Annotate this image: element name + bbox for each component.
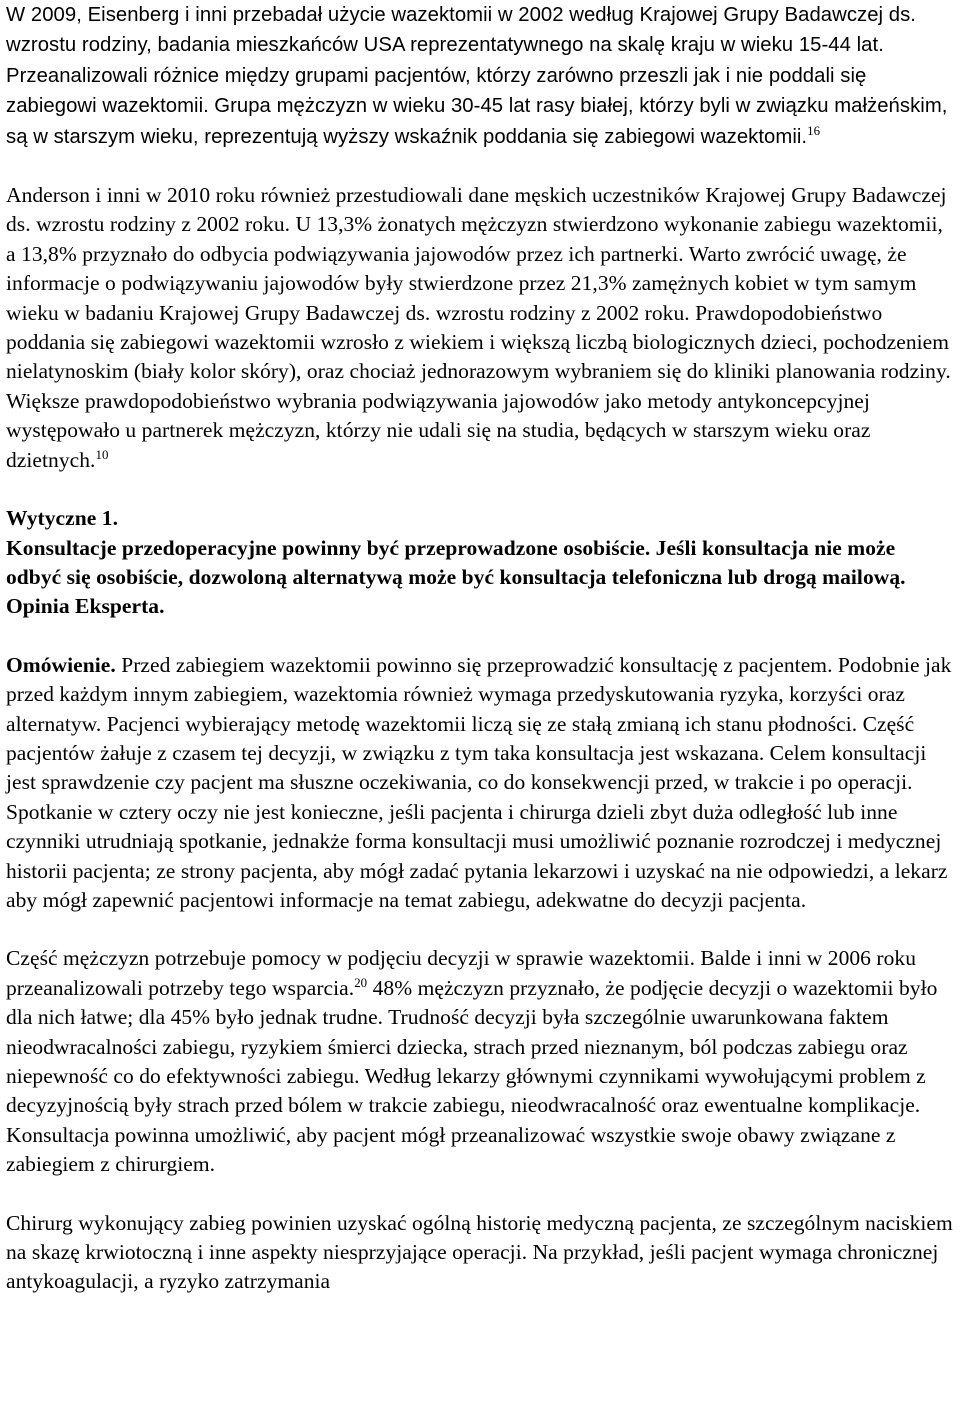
reference-20: 20 — [354, 975, 368, 990]
paragraph-gap — [6, 915, 955, 944]
reference-16: 16 — [807, 123, 821, 138]
paragraph-gap — [6, 152, 955, 181]
discussion-label: Omówienie. — [6, 652, 116, 677]
paragraph-gap — [6, 475, 955, 504]
paragraph-gap — [6, 1180, 955, 1209]
guideline-text: Konsultacje przedoperacyjne powinny być przeprowadzone osobiście. Jeśli konsultacja nie może odbyć się osobiście, dozwoloną alternatywą może być konsultacja telefoniczna lub drogą mailową. Opinia Eksperta. — [6, 535, 906, 619]
discussion-text: Przed zabiegiem wazektomii powinno się przeprowadzić konsultację z pacjentem. Podobnie jak przed każdym innym zabiegiem, wazektomia również wymaga przedyskutowania ryzyka, korzyści oraz alternatyw. Pacjenci wybierający metodę wazektomii liczą się ze stałą zmianą ich stanu płodności. Część pacjentów żałuje z czasem tej decyzji, w związku z tym taka konsultacja jest wskazana. Celem konsultacji jest sprawdzenie czy pacjent ma słuszne oczekiwania, co do konsekwencji przed, w trakcie i po operacji. Spotkanie w cztery oczy nie jest konieczne, jeśli pacjenta i chirurga dzieli zbyt duża odległość lub inne czynniki utrudniają spotkanie, jednakże forma konsultacji musi umożliwić poznanie rozrodczej i medycznej historii pacjenta; ze strony pacjenta, aby mógł zadać pytania lekarzowi i uzyskać na nie odpowiedzi, a lekarz aby mógł zapewnić pacjentowi informacje na temat zabiegu, adekwatne do decyzji pacjenta. — [6, 652, 952, 912]
guideline-heading: Wytyczne 1. — [6, 506, 118, 531]
paragraph-eisenberg-text-2: Grupa mężczyzn w wieku 30-45 lat rasy białej, którzy byli w związku małżeńskim, są w starszym wieku, reprezentują wyższy wskaźnik poddania się zabiegowi wazektomii. — [6, 95, 948, 148]
paragraph-surgeon: Chirurg wykonujący zabieg powinien uzyskać ogólną historię medyczną pacjenta, ze szczególnym naciskiem na skazę krwiotoczną i inne aspekty niesprzyjające operacji. Na przykład, jeśli pacjent wymaga chronicznej antykoagulacji, a ryzyko zatrzymania — [6, 1210, 953, 1294]
paragraph-balde-text-2: 48% mężczyzn przyznało, że podjęcie decyzji o wazektomii było dla nich łatwe; dla 45% było jednak trudne. Trudność decyzji była szczególnie uwarunkowana faktem nieodwracalności zabiegu, ryzykiem śmierci dziecka, strach przed nieznanym, ból podczas zabiegu oraz niepewność co do efektywności zabiegu. Według lekarzy głównymi czynnikami wywołującymi problem z decyzyjnością były strach przed bólem w trakcie zabiegu, nieodwracalność oraz ewentualne komplikacje. Konsultacja powinna umożliwić, aby pacjent mógł przeanalizować wszystkie swoje obawy związane z zabiegiem z chirurgiem. — [6, 975, 938, 1177]
paragraph-eisenberg — [6, 0, 955, 152]
paragraph-eisenberg-text: W 2009, Eisenberg i inni przebadał użycie wazektomii w 2002 według Krajowej Grupy Badawczej ds. wzrostu rodziny, badania mieszkańców USA reprezentatywnego na skalę kraju w wieku 15-44 lat. Przeanalizowali różnice między grupami pacjentów, którzy zarówno przeszli jak i nie poddali się zabiegowi wazektomii. — [6, 4, 916, 118]
paragraph-balde — [6, 944, 955, 1179]
paragraph-anderson-text: Anderson i inni w 2010 roku również przestudiowali dane męskich uczestników Krajowej Grupy Badawczej ds. wzrostu rodziny z 2002 roku. U 13,3% żonatych mężczyzn stwierdzono wykonanie zabiegu wazektomii, a 13,8% przyznało do odbycia podwiązywania jajowodów przez ich partnerki. Warto zwrócić uwagę, że informacje o podwiązywaniu jajowodów były stwierdzone przez 21,3% zamężnych kobiet w tym samym wieku w badaniu Krajowej Grupy Badawczej ds. wzrostu rodziny z 2002 roku. Prawdopodobieństwo poddania się zabiegowi wazektomii wzrosło z wiekiem i większą liczbą biologicznych dzieci, pochodzeniem nielatynoskim (biały kolor skóry), oraz chociaż jednorazowym wybraniem się do kliniki planowania rodziny. Większe prawdopodobieństwo wybrania podwiązywania jajowodów jako metody antykoncepcyjnej występowało u partnerek mężczyzn, którzy nie udali się na studia, będących w starszym wieku oraz dzietnych. — [6, 183, 951, 472]
paragraph-discussion — [6, 651, 955, 916]
paragraph-anderson — [6, 181, 955, 475]
reference-10: 10 — [95, 447, 109, 462]
paragraph-balde-text: Część mężczyzn potrzebuje pomocy w podjęciu decyzji w sprawie wazektomii. Balde i inni w 2006 roku przeanalizowali potrzeby tego wsparcia. — [6, 946, 916, 1000]
paragraph-gap — [6, 622, 955, 651]
